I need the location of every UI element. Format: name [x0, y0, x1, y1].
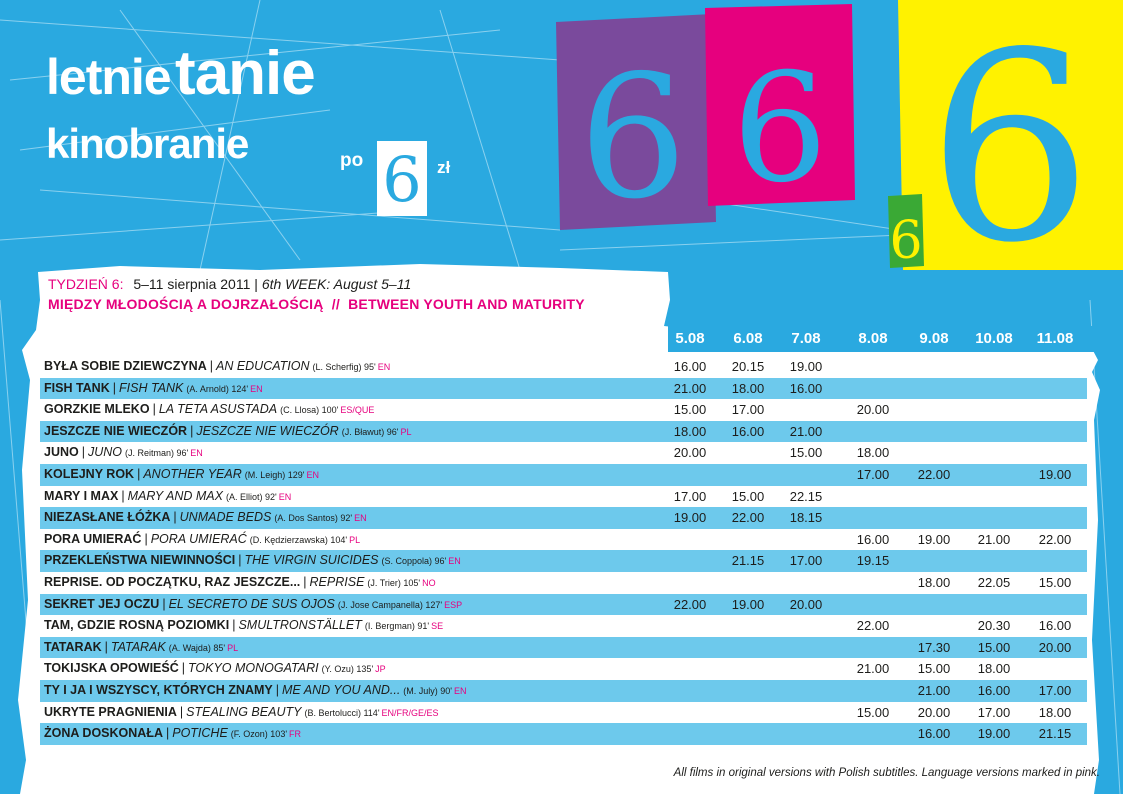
- showtime-cell: 19.15: [856, 553, 890, 569]
- film-cell: [44, 597, 462, 611]
- film-title-original: MARY AND MAX: [127, 488, 223, 503]
- film-title-original: UNMADE BEDS: [179, 510, 272, 525]
- film-language: EN/FR/GE/ES: [381, 707, 439, 718]
- film-language: PL: [349, 534, 361, 545]
- film-cell: [44, 683, 467, 697]
- film-director: (B. Bertolucci) 114': [304, 707, 380, 718]
- film-title-pl: TY I JA I WSZYSCY, KTÓRYCH ZNAMY: [44, 682, 273, 697]
- showtime-cell: 16.00: [856, 531, 890, 547]
- film-title-pl: ŻONA DOSKONAŁA: [44, 726, 163, 741]
- table-row: [40, 658, 1087, 680]
- film-language: EN: [278, 491, 292, 502]
- film-cell: [44, 705, 439, 719]
- showtime-cell: 22.00: [917, 466, 951, 482]
- showtime-cell: 21.00: [856, 661, 890, 677]
- showtime-cell: 18.15: [789, 510, 823, 526]
- showtime-cell: 15.00: [856, 704, 890, 720]
- table-row: [40, 442, 1087, 464]
- showtime-cell: 22.05: [977, 574, 1011, 590]
- film-language: ESP: [444, 599, 463, 610]
- film-language: JP: [375, 664, 386, 675]
- film-language: EN: [190, 448, 203, 459]
- showtime-cell: 16.00: [977, 682, 1011, 698]
- showtime-cell: 19.00: [731, 596, 765, 612]
- film-director: (Y. Ozu) 135': [321, 664, 374, 675]
- film-separator: |: [275, 682, 279, 697]
- film-title-pl: KOLEJNY ROK: [44, 466, 135, 481]
- film-separator: |: [121, 488, 125, 503]
- film-director: (A. Wajda) 85': [168, 642, 226, 653]
- film-director: (A. Arnold) 124': [186, 383, 249, 394]
- film-separator: |: [81, 445, 85, 460]
- schedule-table: [40, 356, 1087, 745]
- film-cell: [44, 510, 367, 524]
- showtime-cell: 17.00: [1038, 682, 1072, 698]
- big-six-purple: 6: [578, 39, 688, 237]
- big-six-magenta: 6: [732, 42, 828, 216]
- showtime-cell: 22.00: [1038, 531, 1072, 547]
- table-row: [40, 486, 1087, 508]
- film-title-original: THE VIRGIN SUICIDES: [244, 553, 379, 568]
- showtime-cell: 15.00: [1038, 574, 1072, 590]
- day-header: 7.08: [791, 330, 821, 347]
- showtime-cell: 16.00: [673, 359, 707, 374]
- film-cell: [44, 726, 301, 740]
- film-title-original: ME AND YOU AND...: [281, 682, 401, 697]
- showtime-cell: 20.00: [673, 445, 707, 461]
- table-row: [40, 378, 1087, 400]
- showtime-cell: 20.00: [856, 402, 890, 418]
- film-director: (S. Coppola) 96': [381, 556, 447, 567]
- film-cell: [44, 640, 238, 654]
- film-title-original: TATARAK: [110, 639, 166, 654]
- title-line-1: [46, 38, 315, 109]
- price-prefix: po: [340, 150, 364, 171]
- showtime-cell: 20.30: [977, 618, 1011, 634]
- table-row: [40, 572, 1087, 594]
- showtime-cell: 21.15: [731, 553, 765, 569]
- film-title-pl: PORA UMIERAĆ: [44, 531, 142, 546]
- table-row: [40, 680, 1087, 702]
- table-row: [40, 356, 1087, 378]
- price-digit: 6: [382, 143, 422, 216]
- table-row: [40, 723, 1087, 745]
- table-row: [40, 637, 1087, 659]
- film-separator: |: [173, 510, 177, 525]
- film-cell: [44, 553, 461, 567]
- film-title-pl: REPRISE. OD POCZĄTKU, RAZ JESZCZE...: [44, 574, 301, 589]
- showtime-cell: 21.00: [977, 531, 1011, 547]
- week-dates-en: 6th WEEK: August 5–11: [261, 276, 412, 292]
- showtime-cell: 22.15: [789, 488, 823, 504]
- showtime-cell: 15.00: [673, 402, 707, 418]
- day-header: 10.08: [975, 330, 1013, 347]
- film-language: ES/QUE: [340, 405, 375, 416]
- showtime-cell: 15.00: [731, 488, 765, 504]
- day-header: 8.08: [858, 330, 888, 347]
- film-separator: |: [303, 574, 307, 589]
- film-title-pl: MARY I MAX: [44, 488, 119, 503]
- table-row: [40, 594, 1087, 616]
- table-row: [40, 702, 1087, 724]
- film-language: PL: [227, 642, 239, 653]
- film-director: (F. Ozon) 103': [230, 729, 288, 740]
- showtime-cell: 18.00: [1038, 704, 1072, 720]
- showtime-cell: 21.00: [789, 423, 823, 439]
- showtime-cell: 17.00: [731, 402, 765, 418]
- film-title-original: TOKYO MONOGATARI: [188, 661, 319, 676]
- film-language: FR: [289, 729, 302, 740]
- showtime-cell: 17.00: [977, 704, 1011, 720]
- film-cell: [44, 575, 436, 589]
- film-title-pl: FISH TANK: [44, 380, 110, 395]
- showtime-cell: 16.00: [917, 726, 951, 742]
- film-title-original: STEALING BEAUTY: [186, 704, 302, 719]
- film-separator: |: [152, 402, 156, 417]
- film-cell: [44, 618, 443, 632]
- film-title-pl: GORZKIE MLEKO: [44, 402, 150, 417]
- film-separator: |: [165, 726, 170, 741]
- film-title-pl: UKRYTE PRAGNIENIA: [44, 704, 177, 719]
- small-six-green: 6: [889, 211, 923, 271]
- film-separator: |: [232, 618, 236, 633]
- film-separator: |: [144, 531, 148, 546]
- showtime-cell: 19.00: [789, 359, 823, 374]
- showtime-cell: 18.00: [856, 445, 890, 461]
- film-title-original: EL SECRETO DE SUS OJOS: [168, 596, 335, 611]
- film-director: (J. Jose Campanella) 127': [337, 599, 443, 610]
- film-cell: [44, 424, 411, 438]
- table-row: [40, 464, 1087, 486]
- film-cell: [44, 467, 319, 481]
- showtime-cell: 16.00: [789, 380, 823, 396]
- film-cell: [44, 381, 263, 395]
- showtime-cell: 17.00: [856, 466, 890, 482]
- film-title-pl: TATARAK: [44, 639, 102, 654]
- price-currency: zł: [437, 158, 451, 177]
- film-separator: |: [179, 704, 184, 719]
- film-director: (M. July) 90': [403, 685, 453, 696]
- week-info: [48, 276, 585, 312]
- showtime-cell: 18.00: [977, 661, 1011, 677]
- showtime-cell: 20.00: [917, 704, 951, 720]
- showtime-cell: 19.00: [917, 531, 951, 547]
- showtime-cell: 19.00: [673, 510, 707, 526]
- table-row: [40, 529, 1087, 551]
- film-title-pl: TAM, GDZIE ROSNĄ POZIOMKI: [44, 618, 230, 633]
- showtime-cell: 18.00: [917, 574, 951, 590]
- film-title-original: LA TETA ASUSTADA: [158, 402, 278, 417]
- week-dates-pl: 5–11 sierpnia 2011: [133, 276, 251, 292]
- film-separator: |: [209, 359, 213, 373]
- table-row: [40, 550, 1087, 572]
- film-title-original: JESZCZE NIE WIECZÓR: [196, 423, 339, 438]
- film-separator: |: [104, 639, 108, 654]
- showtime-cell: 22.00: [673, 596, 707, 612]
- film-separator: |: [190, 423, 194, 438]
- film-separator: |: [162, 596, 166, 611]
- film-director: (J. Reitman) 96': [125, 448, 189, 459]
- film-director: (C. Llosa) 100': [280, 405, 339, 416]
- big-six-yellow: 6: [927, 0, 1093, 300]
- film-separator: |: [137, 466, 141, 481]
- table-row: [40, 507, 1087, 529]
- film-title-original: PORA UMIERAĆ: [150, 531, 247, 546]
- showtime-cell: 21.00: [917, 682, 951, 698]
- film-language: SE: [431, 621, 444, 632]
- showtime-cell: 21.00: [673, 380, 707, 396]
- film-cell: [44, 445, 203, 459]
- table-row: [40, 615, 1087, 637]
- showtime-cell: 15.00: [977, 639, 1011, 655]
- film-title-original: POTICHE: [172, 726, 228, 741]
- showtime-cell: 20.00: [789, 596, 823, 612]
- film-director: (D. Kędzierzawska) 104': [249, 534, 348, 545]
- film-cell: [44, 489, 291, 503]
- day-header: 5.08: [675, 330, 705, 347]
- film-director: (L. Scherfig) 95': [312, 362, 376, 372]
- film-separator: |: [181, 661, 185, 676]
- day-header: 6.08: [733, 330, 763, 347]
- showtime-cell: 17.00: [673, 488, 707, 504]
- showtime-cell: 21.15: [1038, 726, 1072, 742]
- week-separator: |: [254, 276, 258, 292]
- film-language: EN: [454, 685, 467, 696]
- film-title-pl: PRZEKLEŃSTWA NIEWINNOŚCI: [44, 553, 236, 568]
- table-row: [40, 421, 1087, 443]
- film-cell: [44, 359, 390, 373]
- showtime-cell: 20.00: [1038, 639, 1072, 655]
- film-cell: [44, 402, 374, 416]
- film-separator: |: [238, 553, 242, 568]
- showtime-cell: 16.00: [1038, 618, 1072, 634]
- film-title-pl: BYŁA SOBIE DZIEWCZYNA: [44, 359, 207, 373]
- footnote: All films in original versions with Polish subtitles. Language versions marked in pink.: [673, 767, 1100, 779]
- film-title-pl: TOKIJSKA OPOWIEŚĆ: [44, 661, 179, 676]
- showtime-cell: 16.00: [731, 423, 765, 439]
- film-title-original: FISH TANK: [119, 380, 184, 395]
- film-director: (I. Bergman) 91': [364, 621, 430, 632]
- title-line-2: kinobranie: [46, 120, 249, 167]
- film-director: (J. Trier) 105': [367, 577, 421, 588]
- showtime-cell: 15.00: [917, 661, 951, 677]
- film-cell: [44, 532, 360, 546]
- film-director: (M. Leigh) 129': [244, 469, 305, 480]
- film-language: EN: [306, 469, 319, 480]
- week-label: TYDZIEŃ 6:: [48, 276, 124, 292]
- showtime-cell: 19.00: [977, 726, 1011, 742]
- film-separator: |: [112, 380, 116, 395]
- film-title-original: SMULTRONSTÄLLET: [238, 618, 362, 633]
- film-language: PL: [400, 426, 412, 437]
- showtime-cell: 18.00: [731, 380, 765, 396]
- film-title-original: ANOTHER YEAR: [143, 466, 242, 481]
- showtime-cell: 17.00: [789, 553, 823, 569]
- film-title-pl: JUNO: [44, 445, 79, 460]
- film-language: EN: [377, 362, 391, 372]
- showtime-cell: 22.00: [856, 618, 890, 634]
- day-headers: [0, 330, 1123, 350]
- film-director: (A. Elliot) 92': [225, 491, 277, 502]
- showtime-cell: 15.00: [789, 445, 823, 461]
- film-title-pl: NIEZASŁANE ŁÓŻKA: [44, 510, 171, 525]
- showtime-cell: 19.00: [1038, 466, 1072, 482]
- day-header: 11.08: [1036, 330, 1074, 347]
- film-language: EN: [354, 513, 367, 524]
- table-row: [40, 399, 1087, 421]
- film-title-original: JUNO: [87, 445, 123, 460]
- title-word-letnie: letnie: [46, 49, 171, 105]
- film-language: EN: [250, 383, 263, 394]
- showtime-cell: 17.30: [917, 639, 951, 655]
- film-title-pl: JESZCZE NIE WIECZÓR: [44, 423, 188, 438]
- film-director: (A. Dos Santos) 92': [274, 513, 353, 524]
- day-header: 9.08: [919, 330, 949, 347]
- showtime-cell: 20.15: [731, 359, 765, 374]
- film-cell: [44, 661, 386, 675]
- showtime-cell: 18.00: [673, 423, 707, 439]
- film-title-original: REPRISE: [309, 574, 365, 589]
- showtime-cell: 22.00: [731, 510, 765, 526]
- week-dates-line: [48, 276, 585, 292]
- title-word-tanie: tanie: [175, 39, 315, 108]
- film-director: (J. Bławut) 96': [341, 426, 399, 437]
- week-theme: MIĘDZY MŁODOŚCIĄ A DOJRZAŁOŚCIĄ // BETWEEN YOUTH AND MATURITY: [48, 296, 585, 312]
- film-title-original: AN EDUCATION: [215, 359, 310, 373]
- film-language: EN: [448, 556, 461, 567]
- film-language: NO: [422, 577, 436, 588]
- film-title-pl: SEKRET JEJ OCZU: [44, 596, 160, 611]
